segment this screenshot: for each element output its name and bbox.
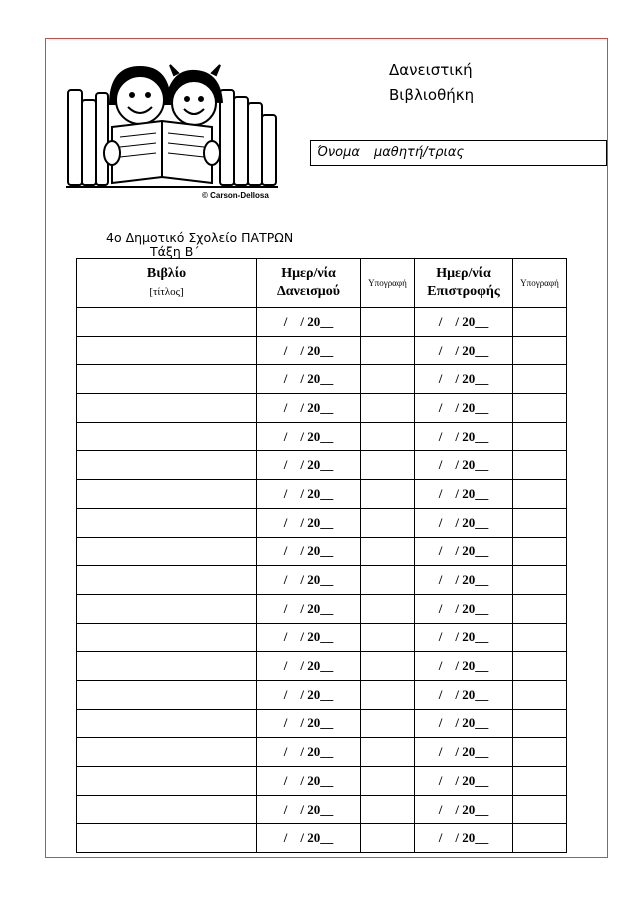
table-row bbox=[77, 652, 567, 681]
loan-date-cell[interactable]: / / 20__ bbox=[257, 308, 361, 337]
loan-signature-cell[interactable] bbox=[361, 422, 415, 451]
return-signature-cell[interactable] bbox=[513, 394, 567, 423]
return-date-cell[interactable]: / / 20__ bbox=[415, 767, 513, 796]
return-date-cell[interactable]: / / 20__ bbox=[415, 709, 513, 738]
loan-signature-cell[interactable] bbox=[361, 767, 415, 796]
loan-date-cell[interactable]: / / 20__ bbox=[257, 652, 361, 681]
table-row bbox=[77, 709, 567, 738]
loan-date-cell[interactable]: / / 20__ bbox=[257, 336, 361, 365]
book-title-cell[interactable] bbox=[77, 738, 257, 767]
return-date-cell[interactable]: / / 20__ bbox=[415, 680, 513, 709]
loan-signature-cell[interactable] bbox=[361, 336, 415, 365]
book-title-cell[interactable] bbox=[77, 537, 257, 566]
table-row bbox=[77, 623, 567, 652]
book-title-cell[interactable] bbox=[77, 566, 257, 595]
return-signature-cell[interactable] bbox=[513, 795, 567, 824]
table-row bbox=[77, 566, 567, 595]
loan-date-cell[interactable]: / / 20__ bbox=[257, 422, 361, 451]
table-row bbox=[77, 537, 567, 566]
table-row bbox=[77, 394, 567, 423]
return-signature-cell[interactable] bbox=[513, 365, 567, 394]
table-row bbox=[77, 508, 567, 537]
loan-signature-cell[interactable] bbox=[361, 566, 415, 595]
loan-signature-cell[interactable] bbox=[361, 795, 415, 824]
loan-date-cell[interactable]: / / 20__ bbox=[257, 480, 361, 509]
header-loan-date-line1: Ημερ/νία bbox=[281, 266, 336, 281]
illustration-credit: © Carson-Dellosa bbox=[202, 191, 269, 200]
loan-date-cell[interactable]: / / 20__ bbox=[257, 623, 361, 652]
return-signature-cell[interactable] bbox=[513, 566, 567, 595]
table-row bbox=[77, 767, 567, 796]
loan-signature-cell[interactable] bbox=[361, 652, 415, 681]
book-title-cell[interactable] bbox=[77, 652, 257, 681]
return-signature-cell[interactable] bbox=[513, 680, 567, 709]
return-signature-cell[interactable] bbox=[513, 709, 567, 738]
return-signature-cell[interactable] bbox=[513, 738, 567, 767]
loan-date-cell[interactable]: / / 20__ bbox=[257, 566, 361, 595]
loan-date-cell[interactable]: / / 20__ bbox=[257, 451, 361, 480]
header-signature-2: Υπογραφή bbox=[513, 259, 567, 308]
table-row bbox=[77, 795, 567, 824]
return-signature-cell[interactable] bbox=[513, 594, 567, 623]
book-title-cell[interactable] bbox=[77, 795, 257, 824]
loan-date-cell[interactable]: / / 20__ bbox=[257, 680, 361, 709]
return-date-cell[interactable]: / / 20__ bbox=[415, 394, 513, 423]
document-title bbox=[389, 58, 474, 108]
table-row bbox=[77, 336, 567, 365]
table-row bbox=[77, 365, 567, 394]
loan-signature-cell[interactable] bbox=[361, 308, 415, 337]
table-row bbox=[77, 680, 567, 709]
table-row bbox=[77, 738, 567, 767]
loan-date-cell[interactable]: / / 20__ bbox=[257, 508, 361, 537]
book-title-cell[interactable] bbox=[77, 480, 257, 509]
table-row bbox=[77, 480, 567, 509]
header-signature-1: Υπογραφή bbox=[361, 259, 415, 308]
loan-signature-cell[interactable] bbox=[361, 824, 415, 853]
return-date-cell[interactable]: / / 20__ bbox=[415, 508, 513, 537]
table-row bbox=[77, 451, 567, 480]
header-return-date-line2: Επιστροφής bbox=[427, 284, 500, 299]
book-title-cell[interactable] bbox=[77, 680, 257, 709]
loan-date-cell[interactable]: / / 20__ bbox=[257, 738, 361, 767]
book-title-cell[interactable] bbox=[77, 623, 257, 652]
return-signature-cell[interactable] bbox=[513, 480, 567, 509]
header-book-sub: [τίτλος] bbox=[149, 286, 184, 298]
school-name: 4ο Δημοτικό Σχολείο ΠΑΤΡΩΝ bbox=[106, 230, 294, 245]
return-date-cell[interactable]: / / 20__ bbox=[415, 566, 513, 595]
book-title-cell[interactable] bbox=[77, 394, 257, 423]
book-title-cell[interactable] bbox=[77, 308, 257, 337]
loan-signature-cell[interactable] bbox=[361, 623, 415, 652]
return-signature-cell[interactable] bbox=[513, 824, 567, 853]
return-signature-cell[interactable] bbox=[513, 623, 567, 652]
title-line-2: Βιβλιοθήκη bbox=[389, 86, 475, 104]
return-date-cell[interactable]: / / 20__ bbox=[415, 652, 513, 681]
header-book-label: Βιβλίο bbox=[146, 266, 187, 281]
return-date-cell[interactable]: / / 20__ bbox=[415, 537, 513, 566]
loan-signature-cell[interactable] bbox=[361, 594, 415, 623]
loan-date-cell[interactable]: / / 20__ bbox=[257, 594, 361, 623]
loan-signature-cell[interactable] bbox=[361, 709, 415, 738]
loan-date-cell[interactable]: / / 20__ bbox=[257, 394, 361, 423]
header-loan-date bbox=[257, 259, 361, 308]
book-title-cell[interactable] bbox=[77, 508, 257, 537]
return-date-cell[interactable]: / / 20__ bbox=[415, 594, 513, 623]
return-date-cell[interactable]: / / 20__ bbox=[415, 738, 513, 767]
header-return-date bbox=[415, 259, 513, 308]
table-row bbox=[77, 308, 567, 337]
table-header-row bbox=[77, 259, 567, 308]
class-label: Τάξη Β΄ bbox=[150, 244, 200, 259]
return-signature-cell[interactable] bbox=[513, 508, 567, 537]
loan-date-cell[interactable]: / / 20__ bbox=[257, 767, 361, 796]
book-title-cell[interactable] bbox=[77, 824, 257, 853]
loan-signature-cell[interactable] bbox=[361, 480, 415, 509]
loan-date-cell[interactable]: / / 20__ bbox=[257, 537, 361, 566]
book-title-cell[interactable] bbox=[77, 767, 257, 796]
name-label-word1: Όνομα bbox=[317, 145, 360, 160]
loan-date-cell[interactable]: / / 20__ bbox=[257, 824, 361, 853]
return-date-cell[interactable]: / / 20__ bbox=[415, 308, 513, 337]
header-book bbox=[77, 259, 257, 308]
loan-signature-cell[interactable] bbox=[361, 680, 415, 709]
return-signature-cell[interactable] bbox=[513, 451, 567, 480]
book-title-cell[interactable] bbox=[77, 336, 257, 365]
return-date-cell[interactable]: / / 20__ bbox=[415, 824, 513, 853]
return-date-cell[interactable]: / / 20__ bbox=[415, 336, 513, 365]
student-name-field[interactable] bbox=[310, 140, 607, 166]
return-signature-cell[interactable] bbox=[513, 422, 567, 451]
header-return-date-line1: Ημερ/νία bbox=[436, 266, 491, 281]
loan-signature-cell[interactable] bbox=[361, 508, 415, 537]
return-signature-cell[interactable] bbox=[513, 336, 567, 365]
return-date-cell[interactable]: / / 20__ bbox=[415, 451, 513, 480]
header-loan-date-line2: Δανεισμού bbox=[277, 284, 340, 299]
title-line-1: Δανειστική bbox=[389, 61, 473, 79]
return-date-cell[interactable]: / / 20__ bbox=[415, 422, 513, 451]
loan-signature-cell[interactable] bbox=[361, 451, 415, 480]
book-title-cell[interactable] bbox=[77, 709, 257, 738]
loan-date-cell[interactable]: / / 20__ bbox=[257, 795, 361, 824]
book-title-cell[interactable] bbox=[77, 594, 257, 623]
loan-signature-cell[interactable] bbox=[361, 394, 415, 423]
return-signature-cell[interactable] bbox=[513, 537, 567, 566]
loan-signature-cell[interactable] bbox=[361, 537, 415, 566]
return-date-cell[interactable]: / / 20__ bbox=[415, 795, 513, 824]
loan-date-cell[interactable]: / / 20__ bbox=[257, 709, 361, 738]
return-date-cell[interactable]: / / 20__ bbox=[415, 623, 513, 652]
table-row bbox=[77, 824, 567, 853]
table-row bbox=[77, 594, 567, 623]
return-date-cell[interactable]: / / 20__ bbox=[415, 480, 513, 509]
return-signature-cell[interactable] bbox=[513, 767, 567, 796]
return-date-cell[interactable]: / / 20__ bbox=[415, 365, 513, 394]
loan-signature-cell[interactable] bbox=[361, 365, 415, 394]
return-signature-cell[interactable] bbox=[513, 652, 567, 681]
table-row bbox=[77, 422, 567, 451]
return-signature-cell[interactable] bbox=[513, 308, 567, 337]
book-title-cell[interactable] bbox=[77, 422, 257, 451]
loan-date-cell[interactable]: / / 20__ bbox=[257, 365, 361, 394]
loan-signature-cell[interactable] bbox=[361, 738, 415, 767]
loan-record-table bbox=[76, 258, 567, 853]
book-title-cell[interactable] bbox=[77, 451, 257, 480]
children-reading-illustration bbox=[62, 55, 286, 205]
name-label-word2: μαθητή/τριας bbox=[373, 145, 465, 160]
book-title-cell[interactable] bbox=[77, 365, 257, 394]
